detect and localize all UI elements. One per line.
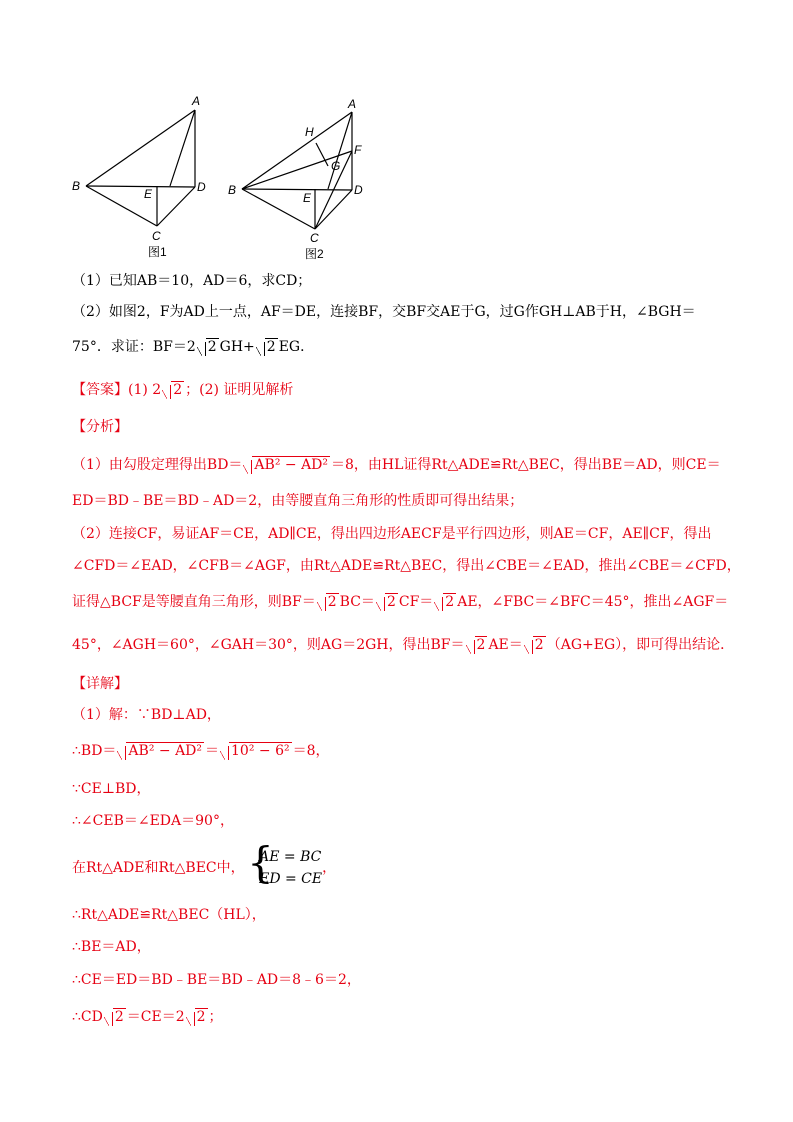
detail-line-5: 在Rt△ADE和Rt△BEC中， { AE = BC ED = CE ， (72, 846, 336, 890)
detail-line-8: ∴CE＝ED＝BD﹣BE＝BD﹣AD＝8﹣6＝2， (72, 972, 361, 988)
fig1-caption: 图1 (148, 245, 167, 259)
answer-tag: 【答案】 (72, 382, 128, 398)
fig2-label-b: B (228, 183, 237, 197)
detail-line-9: ∴CD 2 ＝CE＝2 2 ； (72, 1009, 223, 1025)
detail-line-1: （1）解：∵BD⊥AD， (72, 707, 221, 723)
analysis-line-4: ∠CFD＝∠EAD，∠CFB＝∠AGF，由Rt△ADE≌Rt△BEC，得出∠CBE＝∠EAD，推出∠CBE＝∠CFD， (72, 558, 741, 574)
fig2-label-e: E (303, 191, 312, 205)
analysis-line-3: （2）连接CF，易证AF＝CE，AD∥CE，得出四边形AECF是平行四边形，则AE＝CF，AE∥CF，得出 (72, 526, 712, 542)
fig2-label-a: A (348, 97, 357, 111)
fig2-label-c: C (310, 231, 319, 245)
detail-line-3: ∵CE⊥BD， (72, 781, 151, 797)
detail-line-4: ∴∠CEB＝∠EDA＝90°， (72, 813, 234, 829)
detail-line-7: ∴BE＝AD， (72, 939, 151, 955)
analysis-line-2: ED＝BD﹣BE＝BD﹣AD＝2，由等腰直角三角形的性质即可得出结果； (72, 493, 524, 509)
fig1-label-d: D (197, 180, 206, 194)
fig2-label-h: H (305, 125, 314, 139)
fig2-label-f: F (354, 143, 362, 157)
answer-line: 【答案】(1) 2 2 ；(2) 证明见解析 (72, 382, 294, 398)
question-1: （1）已知AB＝10，AD＝6，求CD； (72, 273, 312, 289)
detail-line-2: ∴BD＝ AB² − AD² ＝ 10² − 6² ＝8， (72, 743, 330, 759)
fig2-caption: 图2 (305, 247, 324, 261)
fig1-label-c: C (152, 229, 161, 243)
fig1-label-b: B (72, 179, 81, 193)
question-2-line1: （2）如图2，F为AD上一点，AF＝DE，连接BF，交BF交AE于G，过G作GH⊥AB于H，∠BGH＝ (72, 304, 696, 320)
question-2-line2: 75°．求证：BF＝2 2 GH+ 2 EG． (72, 339, 315, 355)
analysis-line-5: 证得△BCF是等腰直角三角形，则BF＝ 2 BC＝ 2 CF＝ 2 AE，∠FBC＝∠BFC＝45°，推出∠AGF＝ (72, 594, 729, 610)
fig1-label-e: E (144, 187, 153, 201)
detail-line-6: ∴Rt△ADE≌Rt△BEC（HL）， (72, 907, 266, 923)
fig2-label-d: D (354, 183, 363, 197)
fig2-label-g: G (331, 159, 341, 173)
detail-tag: 【详解】 (72, 676, 128, 692)
analysis-line-1: （1）由勾股定理得出BD＝ AB² − AD² ＝8，由HL证得Rt△ADE≌Rt△BEC，得出BE＝AD，则CE＝ (72, 457, 721, 473)
geometry-figures (60, 88, 380, 263)
analysis-line-6: 45°，∠AGH＝60°，∠GAH＝30°，则AG＝2GH，得出BF＝ 2 AE＝ 2 （AG+EG），即可得出结论． (72, 637, 735, 653)
figure-1 (86, 110, 195, 226)
equation-system: { AE = BC ED = CE (249, 846, 322, 890)
fig1-label-a: A (192, 94, 201, 108)
analysis-tag: 【分析】 (72, 419, 128, 435)
figures-svg (60, 88, 380, 263)
